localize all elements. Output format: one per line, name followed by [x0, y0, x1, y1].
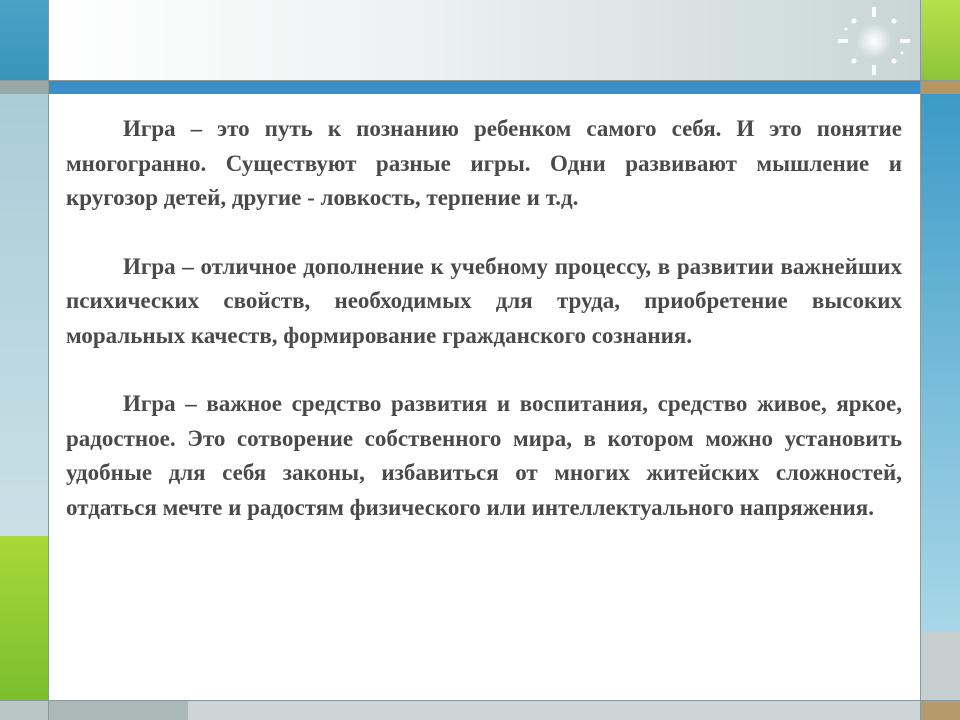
right-blue-panel	[920, 94, 960, 632]
paragraph-3: Игра – важное средство развития и воспитания, средство живое, яркое, радостное. Это сотворение собственного мира, в котором можно установить удобные для себя законы, избавиться от многих житейских сложностей, отдаться мечте и радостям физического или интеллектуального напряжения.	[66, 391, 902, 520]
left-green-panel	[0, 536, 48, 700]
right-brown-strip	[920, 80, 960, 94]
sparkle-icon	[834, 5, 914, 80]
left-bottom-panel	[0, 700, 48, 720]
slide-body	[66, 112, 902, 559]
frame-line-left	[48, 0, 49, 720]
blue-header-bar	[48, 80, 920, 94]
bottom-strip-right	[188, 700, 920, 720]
paragraph-2: Игра – отличное дополнение к учебному процессу, в развитии важнейших психических свойств, необходимых для труда, приобретение высоких моральных качеств, формирование гражданского сознания.	[66, 253, 902, 348]
frame-line-bottom	[0, 700, 960, 701]
paragraph-1: Игра – это путь к познанию ребенком самого себя. И это понятие многогранно. Существуют разные игры. Одни развивают мышление и кругозор детей, другие - ловкость, терпение и т.д.	[66, 116, 902, 210]
left-blue-panel	[0, 94, 48, 536]
top-right-panel	[920, 0, 960, 80]
top-left-panel	[0, 0, 48, 80]
bottom-strip-left	[48, 700, 188, 720]
right-gray-panel	[920, 632, 960, 700]
frame-line-right	[920, 0, 921, 720]
right-bottom-panel	[920, 700, 960, 720]
top-banner	[48, 0, 920, 80]
left-gray-strip	[0, 80, 48, 94]
frame-line-top	[0, 80, 960, 81]
